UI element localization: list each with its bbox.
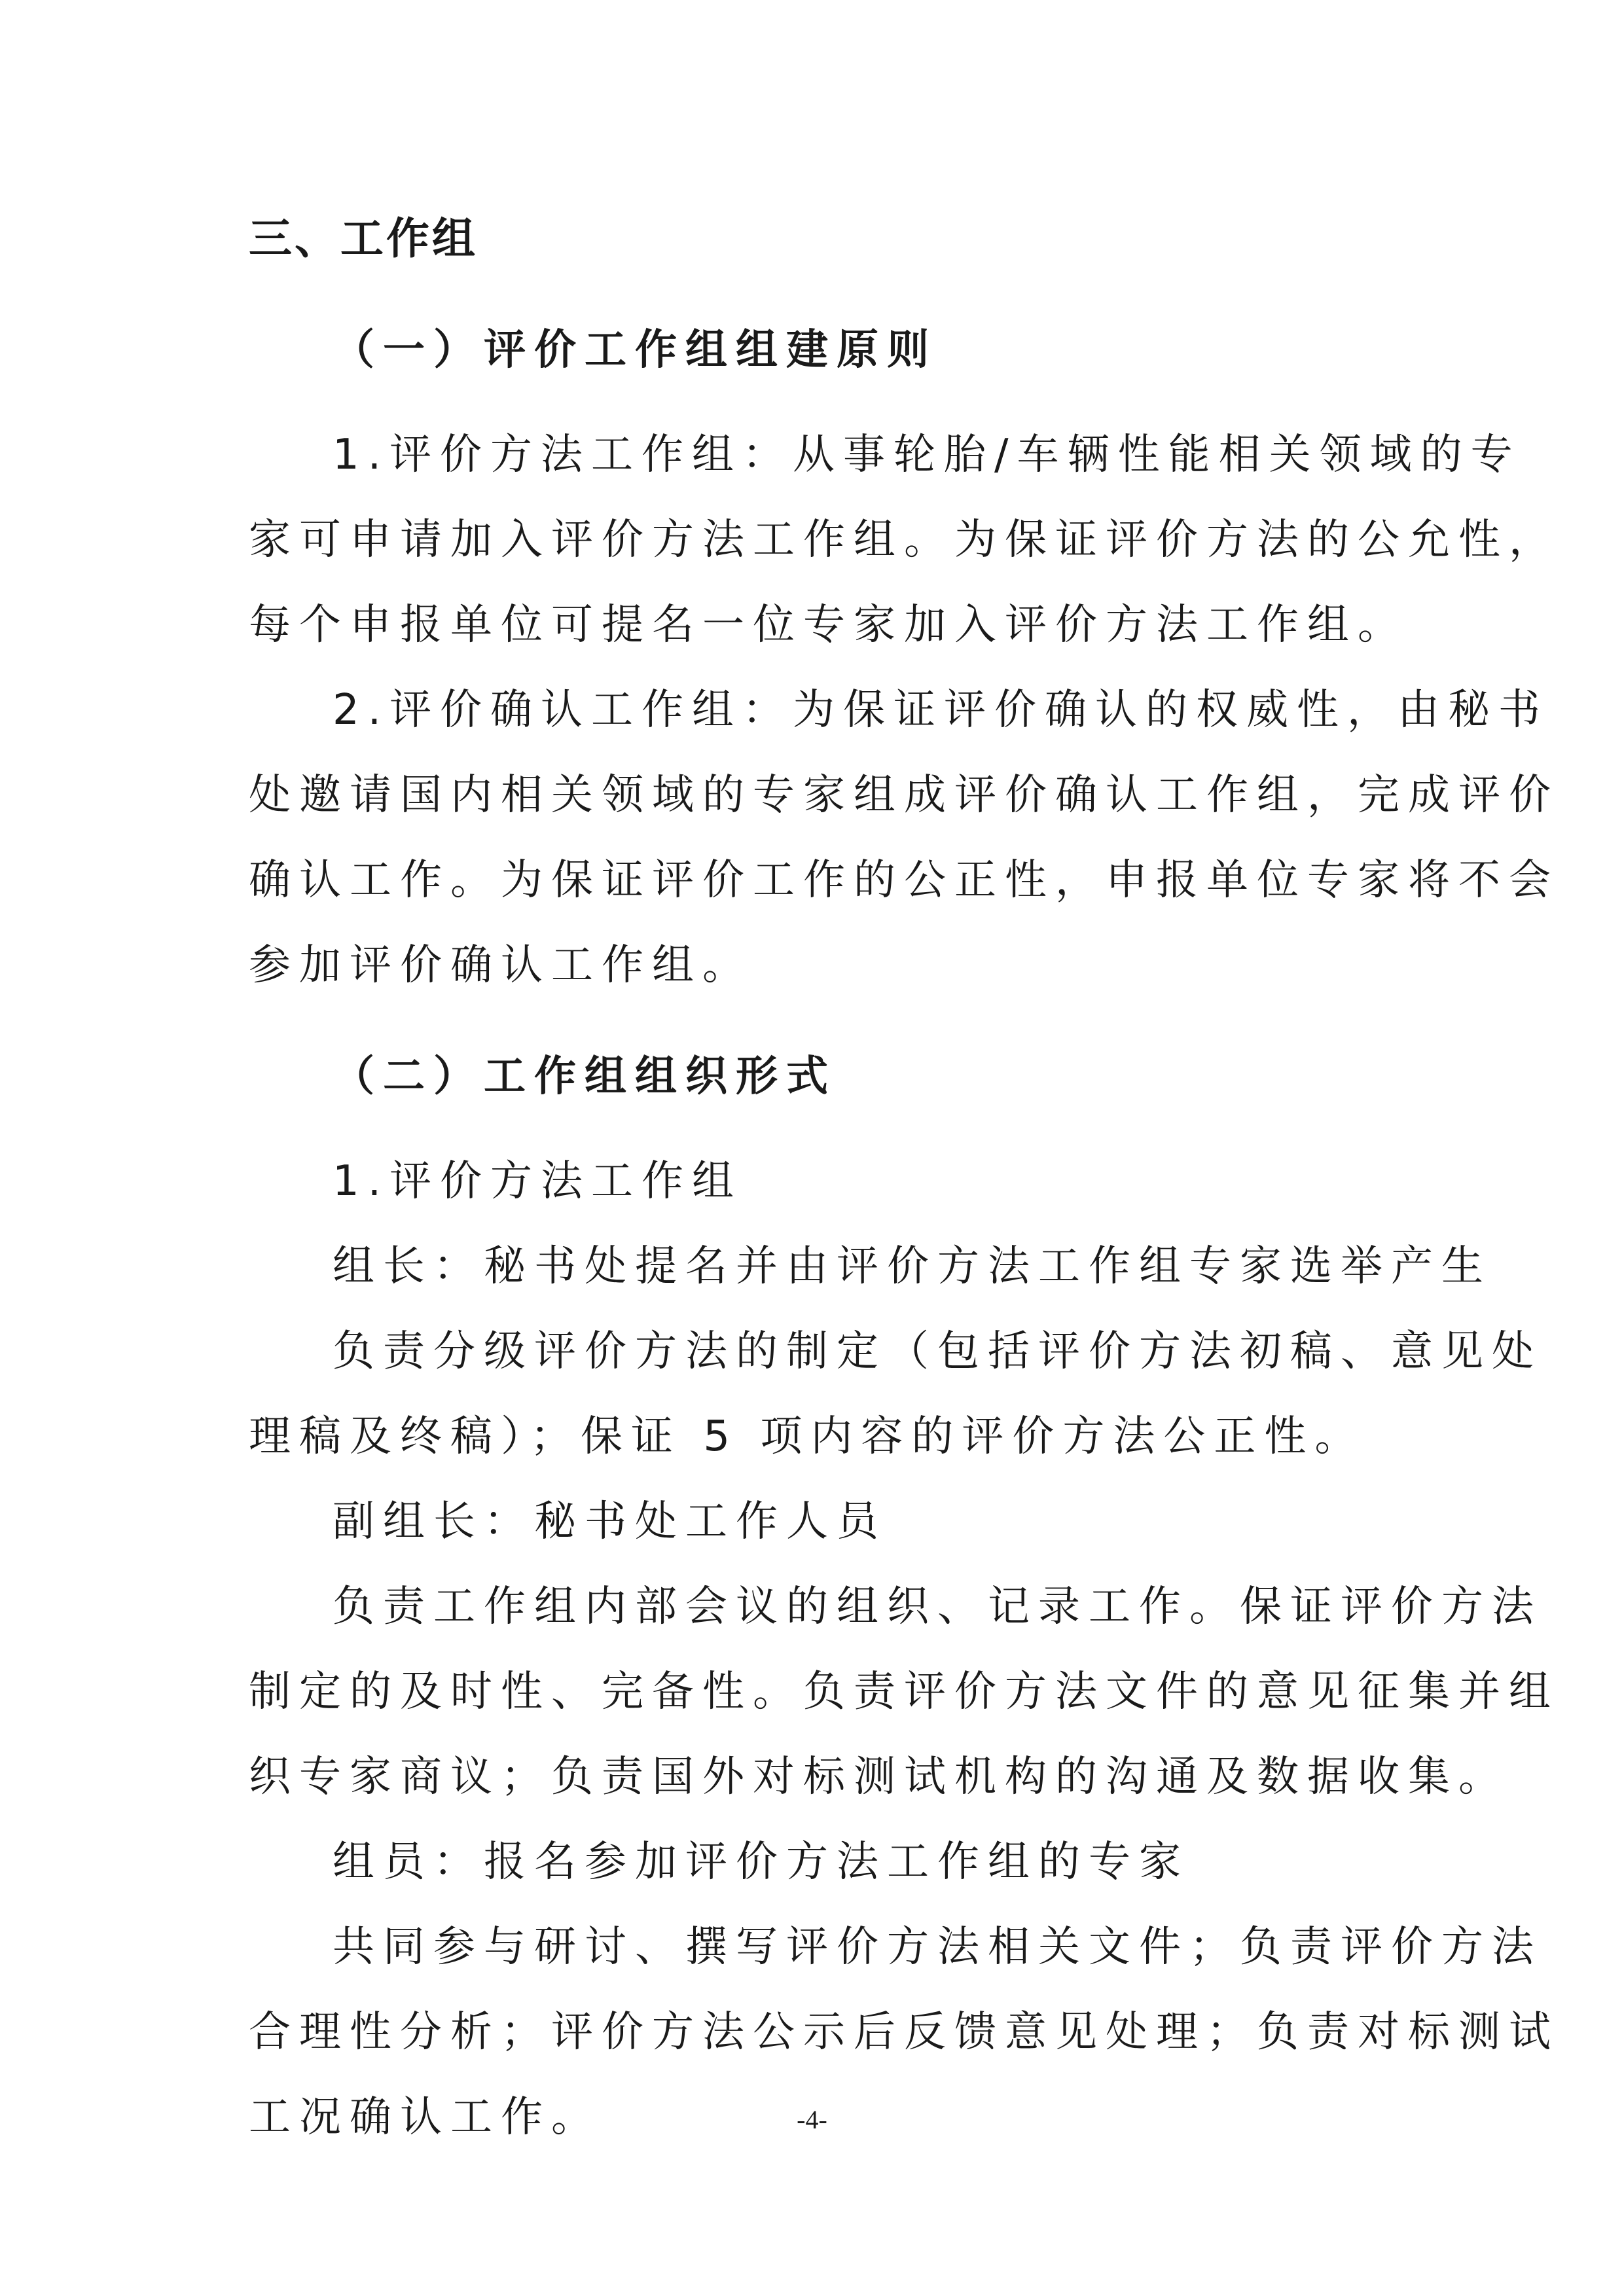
paragraph-line: 制定的及时性、完备性。负责评价方法文件的意见征集并组 — [249, 1668, 1559, 1716]
member-title: 组员：报名参加评价方法工作组的专家 — [333, 1838, 1189, 1886]
leader-title: 组长：秘书处提名并由评价方法工作组专家选举产生 — [333, 1242, 1492, 1291]
part1-heading: （一）评价工作组组建原则 — [333, 326, 937, 374]
paragraph-line: 每个申报单位可提名一位专家加入评价方法工作组。 — [249, 601, 1408, 649]
part2-heading: （二）工作组组织形式 — [333, 1052, 837, 1101]
deputy-title: 副组长：秘书处工作人员 — [333, 1498, 887, 1546]
paragraph-line: 处邀请国内相关领域的专家组成评价确认工作组，完成评价 — [249, 771, 1559, 819]
paragraph-line: 理稿及终稿）；保证 5 项内容的评价方法公正性。 — [249, 1412, 1365, 1461]
paragraph-line: 织专家商议；负责国外对标测试机构的沟通及数据收集。 — [249, 1753, 1509, 1801]
item-title: 1.评价方法工作组 — [333, 1157, 743, 1206]
section-title: 三、工作组 — [249, 213, 478, 264]
paragraph-line: 工况确认工作。 — [249, 2093, 602, 2142]
paragraph-line: 确认工作。为保证评价工作的公正性，申报单位专家将不会 — [249, 856, 1559, 905]
paragraph-line: 家可申请加入评价方法工作组。为保证评价方法的公允性， — [249, 516, 1559, 564]
paragraph-line: 共同参与研讨、撰写评价方法相关文件；负责评价方法 — [333, 1923, 1542, 1971]
paragraph-line: 1.评价方法工作组：从事轮胎/车辆性能相关领域的专 — [333, 431, 1521, 479]
paragraph-line: 负责工作组内部会议的组织、记录工作。保证评价方法 — [333, 1583, 1542, 1631]
paragraph-line: 2.评价确认工作组：为保证评价确认的权威性，由秘书 — [333, 686, 1549, 734]
paragraph-line: 合理性分析；评价方法公示后反馈意见处理；负责对标测试 — [249, 2008, 1559, 2056]
paragraph-line: 负责分级评价方法的制定（包括评价方法初稿、意见处 — [333, 1327, 1542, 1376]
page-number: -4- — [797, 2105, 827, 2134]
paragraph-line: 参加评价确认工作组。 — [249, 941, 753, 990]
